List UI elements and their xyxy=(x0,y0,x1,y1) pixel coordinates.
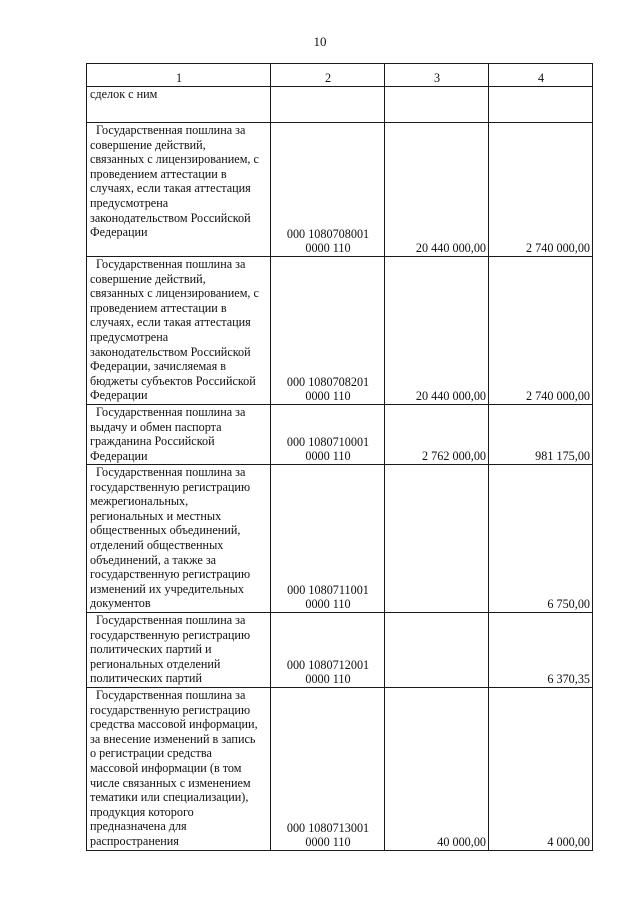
row-name-cell xyxy=(87,613,271,688)
row-col4-cell: 6 750,00 xyxy=(489,465,593,613)
row-col4-cell: 4 000,00 xyxy=(489,688,593,851)
row-col3-cell xyxy=(385,87,489,123)
row-code-cell: 000 1080708201 0000 110 xyxy=(271,257,385,405)
row-name-text: Государственная пошлина за совершение действий, связанных с лицензированием, с проведением аттестации в случаях, если такая аттестация предусмотрена законодательством Российской Федерации xyxy=(90,123,259,240)
table-row xyxy=(87,123,593,257)
table-row xyxy=(87,688,593,851)
row-code-cell: 000 1080711001 0000 110 xyxy=(271,465,385,613)
row-name-text: Государственная пошлина за выдачу и обмен паспорта гражданина Российской Федерации xyxy=(90,405,246,463)
row-code-cell: 000 1080708001 0000 110 xyxy=(271,123,385,257)
row-name-text: Государственная пошлина за совершение действий, связанных с лицензированием, с проведением аттестации в случаях, если такая аттестация предусмотрена законодательством Российской Федерации, зачисляемая в бюджеты субъектов Российской Федерации xyxy=(90,257,259,403)
row-col4-cell: 2 740 000,00 xyxy=(489,123,593,257)
row-name-text: Государственная пошлина за государственную регистрацию межрегиональных, региональных и местных общественных объединений, отделений общественных объединений, а также за государственную регистрацию изменений их учредительных документов xyxy=(90,465,251,611)
row-col3-cell: 20 440 000,00 xyxy=(385,123,489,257)
table-row xyxy=(87,465,593,613)
row-name-text: сделок с ним xyxy=(90,87,158,101)
row-col3-cell: 2 762 000,00 xyxy=(385,405,489,465)
budget-table xyxy=(86,63,593,851)
row-col4-cell xyxy=(489,87,593,123)
row-code-cell: 000 1080710001 0000 110 xyxy=(271,405,385,465)
row-code-cell: 000 1080713001 0000 110 xyxy=(271,688,385,851)
row-col4-cell: 981 175,00 xyxy=(489,405,593,465)
row-name-cell xyxy=(87,257,271,405)
row-col3-cell xyxy=(385,613,489,688)
table-row xyxy=(87,257,593,405)
row-name-cell xyxy=(87,688,271,851)
column-header-1: 1 xyxy=(87,64,271,87)
row-col3-cell xyxy=(385,465,489,613)
row-code-cell: 000 1080712001 0000 110 xyxy=(271,613,385,688)
row-name-cell xyxy=(87,465,271,613)
row-name-text: Государственная пошлина за государственную регистрацию политических партий и региональных отделений политических партий xyxy=(90,613,251,686)
row-name-cell xyxy=(87,405,271,465)
column-header-4: 4 xyxy=(489,64,593,87)
table-row xyxy=(87,405,593,465)
column-header-2: 2 xyxy=(271,64,385,87)
row-col4-cell: 6 370,35 xyxy=(489,613,593,688)
row-name-text: Государственная пошлина за государственную регистрацию средства массовой информации, за внесение изменений в запись о регистрации средства массовой информации (в том числе связанных с изменением тематики или специализации), продукция которого предназначена для распространения xyxy=(90,688,258,848)
row-code-cell xyxy=(271,87,385,123)
table-row xyxy=(87,613,593,688)
row-col3-cell: 40 000,00 xyxy=(385,688,489,851)
table-row xyxy=(87,87,593,123)
row-name-cell xyxy=(87,87,271,123)
row-col4-cell: 2 740 000,00 xyxy=(489,257,593,405)
column-header-3: 3 xyxy=(385,64,489,87)
row-col3-cell: 20 440 000,00 xyxy=(385,257,489,405)
table-header-row xyxy=(87,64,593,87)
page-number: 10 xyxy=(313,34,327,49)
row-name-cell xyxy=(87,123,271,257)
